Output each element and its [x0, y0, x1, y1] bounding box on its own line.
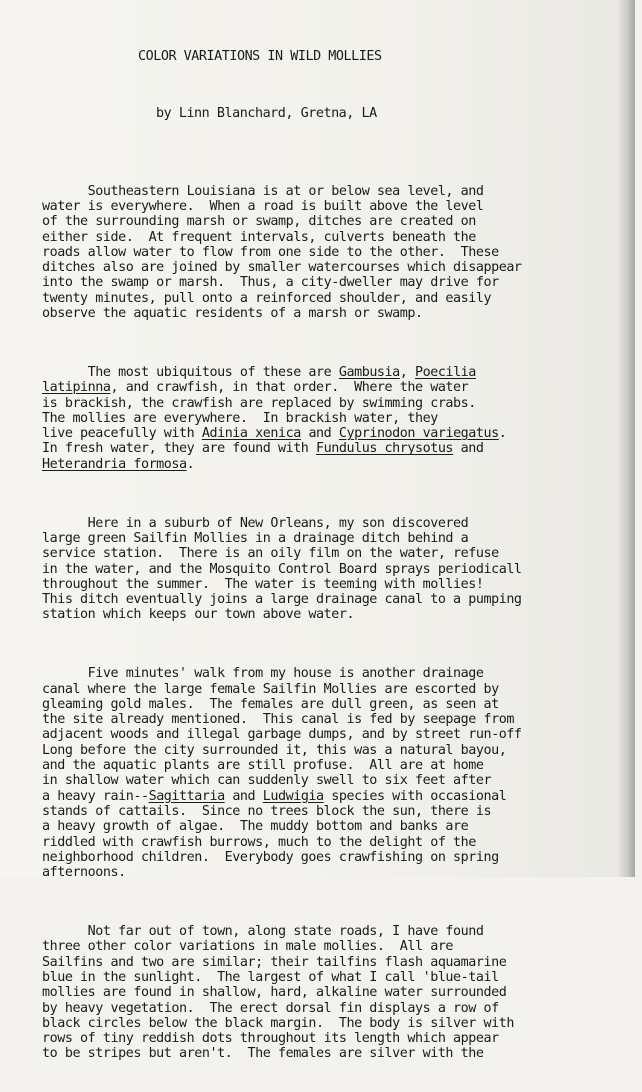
species-name: Heterandria formosa: [42, 456, 187, 472]
text-line: This ditch eventually joins a large drainage canal to a pumping: [42, 592, 522, 608]
text-line: twenty minutes, pull onto a reinforced shoulder, and easily: [42, 290, 492, 306]
paragraph-1: [42, 184, 642, 322]
text-line: throughout the summer. The water is teeming with mollies!: [42, 576, 484, 592]
text-line: either side. At frequent intervals, culverts beneath the: [42, 229, 476, 245]
text-line: adjacent woods and illegal garbage dumps, and by street run-off: [42, 727, 522, 743]
text-line: riddled with crawfish burrows, much to the delight of the: [42, 834, 476, 850]
text-line: is brackish, the crawfish are replaced by swimming crabs.: [42, 395, 476, 411]
species-name: Fundulus chrysotus: [316, 441, 454, 457]
text-line: a heavy rain--Sagittaria and Ludwigia species with occasional: [42, 788, 507, 804]
text-line: rows of tiny reddish dots throughout its length which appear: [42, 1031, 499, 1047]
article: [42, 18, 642, 1092]
text-line: to be stripes but aren't. The females are silver with the: [42, 1046, 484, 1062]
paragraph-3: [42, 516, 642, 623]
text-line: and the aquatic plants are still profuse. All are at home: [42, 758, 484, 774]
species-name: Sagittaria: [148, 788, 225, 804]
paragraph-4: [42, 666, 642, 880]
text-line: In fresh water, they are found with Fundulus chrysotus and: [42, 441, 484, 457]
species-name: Cyprinodon variegatus: [338, 426, 499, 442]
paragraph-2: [42, 365, 642, 472]
text-line: water is everywhere. When a road is built above the level: [42, 198, 484, 214]
text-line: of the surrounding marsh or swamp, ditches are created on: [42, 214, 476, 230]
text-line: black circles below the black margin. The body is silver with: [42, 1015, 514, 1031]
text-line: Heterandria formosa.: [42, 456, 195, 472]
species-name: Ludwigia: [262, 788, 324, 804]
text-line: gleaming gold males. The females are dull green, as seen at: [42, 696, 499, 712]
text-line: blue in the sunlight. The largest of what I call 'blue-tail: [42, 969, 499, 985]
text-line: Southeastern Louisiana is at or below sea level, and: [42, 183, 484, 199]
text-line: afternoons.: [42, 865, 126, 881]
text-line: live peacefully with Adinia xenica and Cyprinodon variegatus.: [42, 426, 507, 442]
text-line: Five minutes' walk from my house is another drainage: [42, 666, 484, 682]
article-byline: by Linn Blanchard, Gretna, LA: [156, 106, 377, 122]
text-line: Long before the city surrounded it, this was a natural bayou,: [42, 742, 507, 758]
species-name: latipinna: [42, 380, 111, 396]
text-line: into the swamp or marsh. Thus, a city-dweller may drive for: [42, 275, 499, 291]
species-name: Adinia xenica: [201, 426, 301, 442]
text-line: service station. There is an oily film on the water, refuse: [42, 546, 499, 562]
text-line: The mollies are everywhere. In brackish water, they: [42, 410, 438, 426]
text-line: ditches also are joined by smaller watercourses which disappear: [42, 260, 522, 276]
text-line: mollies are found in shallow, hard, alkaline water surrounded: [42, 985, 507, 1001]
text-line: in the water, and the Mosquito Control Board sprays periodicall: [42, 561, 522, 577]
text-line: Sailfins and two are similar; their tailfins flash aquamarine: [42, 954, 507, 970]
text-line: canal where the large female Sailfin Mollies are escorted by: [42, 681, 499, 697]
text-line: latipinna, and crawfish, in that order. Where the water: [42, 380, 469, 396]
text-line: The most ubiquitous of these are Gambusia, Poecilia: [42, 364, 476, 380]
text-line: Not far out of town, along state roads, I have found: [42, 924, 484, 940]
species-name: Poecilia: [415, 364, 476, 380]
article-title: COLOR VARIATIONS IN WILD MOLLIES: [138, 48, 382, 64]
text-line: Here in a suburb of New Orleans, my son discovered: [42, 515, 469, 531]
text-line: the site already mentioned. This canal is fed by seepage from: [42, 712, 514, 728]
text-line: a heavy growth of algae. The muddy bottom and banks are: [42, 819, 469, 835]
text-line: stands of cattails. Since no trees block the sun, there is: [42, 803, 492, 819]
text-line: station which keeps our town above water.: [42, 607, 355, 623]
text-line: roads allow water to flow from one side to the other. These: [42, 244, 499, 260]
text-line: by heavy vegetation. The erect dorsal fin displays a row of: [42, 1000, 499, 1016]
text-line: in shallow water which can suddenly swell to six feet after: [42, 773, 492, 789]
paragraph-5: [42, 924, 642, 1062]
text-line: three other color variations in male mollies. All are: [42, 939, 454, 955]
text-line: neighborhood children. Everybody goes crawfishing on spring: [42, 849, 499, 865]
species-name: Gambusia: [338, 364, 400, 380]
text-line: large green Sailfin Mollies in a drainage ditch behind a: [42, 530, 469, 546]
text-line: observe the aquatic residents of a marsh or swamp.: [42, 306, 423, 322]
